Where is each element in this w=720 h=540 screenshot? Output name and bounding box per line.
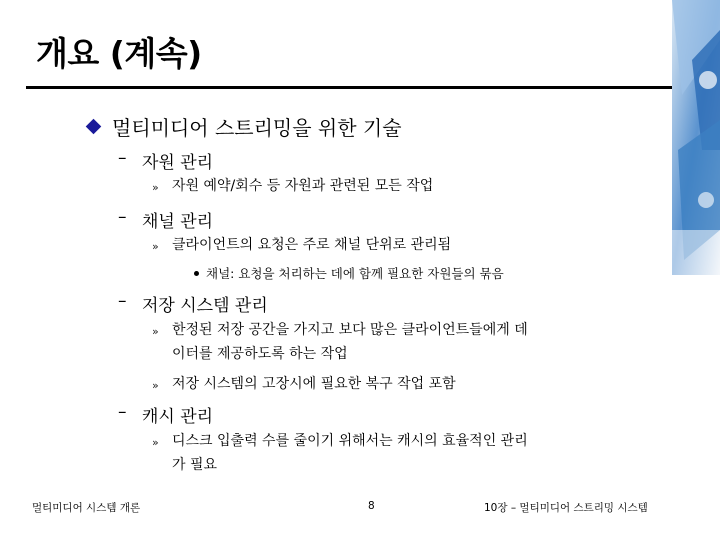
list-item: 클라이언트의 요청은 주로 채널 단위로 관리됨 [172,237,452,253]
section-heading-channel: 채널 관리 [142,212,214,232]
list-item-continuation: 이터를 제공하도록 하는 작업 [172,346,348,362]
list-item-continuation: 가 필요 [172,457,218,473]
list-item: 자원 예약/회수 등 자원과 관련된 모든 작업 [172,178,434,194]
corner-decoration-image [672,0,720,275]
section-heading-cache: 캐시 관리 [142,407,214,427]
section-heading-resource: 자원 관리 [142,153,214,173]
dash-marker: – [118,291,127,311]
slide-title: 개요 (계속) [36,34,202,73]
list-item: 한정된 저장 공간을 가지고 보다 많은 클라이언트들에게 데 [172,322,528,338]
dot-bullet-icon [194,271,199,276]
title-divider [26,86,712,89]
main-bullet: 멀티미디어 스트리밍을 위한 기술 [112,116,402,140]
footer-page-number: 8 [368,500,375,512]
chevron-marker: » [152,379,159,392]
sub-list-item: 채널: 요청을 처리하는 데에 함께 필요한 자원들의 묶음 [206,266,504,281]
footer-course-title: 멀티미디어 시스템 개론 [32,502,141,514]
list-item: 저장 시스템의 고장시에 필요한 복구 작업 포함 [172,376,456,392]
chevron-marker: » [152,181,159,194]
diamond-bullet-icon [86,119,102,135]
dash-marker: – [118,207,127,227]
list-item: 디스크 입출력 수를 줄이기 위해서는 캐시의 효율적인 관리 [172,433,528,449]
chevron-marker: » [152,240,159,253]
footer-chapter-title: 10장 – 멀티미디어 스트리밍 시스템 [484,502,648,514]
dash-marker: – [118,402,127,422]
section-heading-storage: 저장 시스템 관리 [142,296,268,316]
dash-marker: – [118,148,127,168]
chevron-marker: » [152,436,159,449]
chevron-marker: » [152,325,159,338]
